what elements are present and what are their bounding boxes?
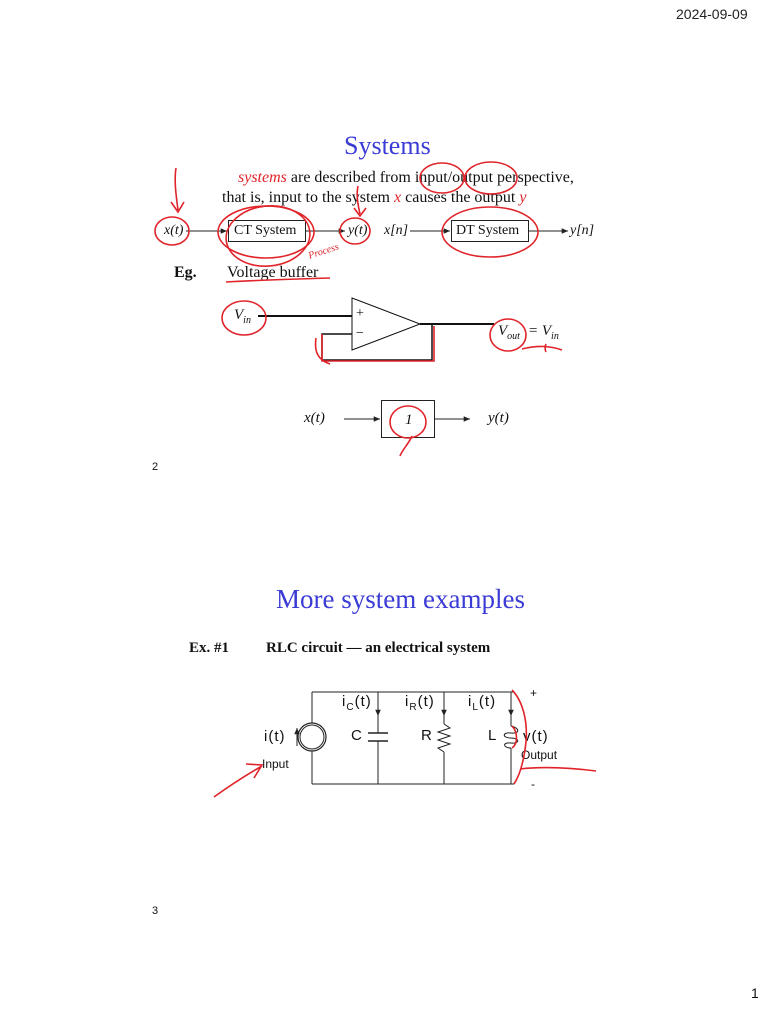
- source-current-label: i(t): [264, 728, 286, 745]
- il-label: $i_L(t)$: [468, 693, 497, 713]
- input-arrow-annotation: [214, 764, 262, 797]
- example-title: RLC circuit — an electrical system: [266, 640, 491, 656]
- ct-output-label: y(t): [348, 223, 368, 238]
- minus-terminal: -: [531, 777, 535, 791]
- output-label: Output: [521, 748, 558, 762]
- inductor-label: L: [488, 727, 497, 744]
- example-label: Eg.: [174, 264, 197, 281]
- input-symbol: x: [394, 189, 402, 206]
- systems-word: systems: [238, 169, 287, 186]
- handwritten-process-note: Process: [307, 241, 341, 262]
- current-source-inner: [300, 725, 324, 749]
- ir-label: $i_R(t)$: [405, 693, 435, 713]
- dt-system-label: DT System: [456, 223, 520, 238]
- ic-label: $i_C(t)$: [342, 693, 372, 713]
- page-date: 2024-09-09: [676, 6, 748, 22]
- resistor-label: R: [421, 727, 432, 744]
- definition-text-2a: that is, input to the system: [222, 189, 394, 206]
- opamp-minus: −: [356, 326, 364, 341]
- definition-text-1: are described from input/output perspective,: [286, 169, 574, 186]
- output-bracket-annotation: [512, 690, 526, 784]
- example-title: Voltage buffer: [227, 264, 319, 281]
- resistor-zigzag: [438, 724, 450, 752]
- current-source-outer: [298, 723, 326, 751]
- vout-equals-vin: = $V_{in}$: [528, 323, 559, 342]
- vout-label: $V_{out}$: [498, 323, 520, 342]
- block-input-label: x(t): [304, 410, 325, 426]
- ct-input-label: x(t): [164, 223, 184, 238]
- output-symbol: y: [519, 189, 527, 206]
- plus-terminal: +: [530, 686, 538, 700]
- slide-number: 2: [152, 461, 159, 473]
- inductor-highlight: [512, 726, 517, 748]
- dt-input-label: x[n]: [384, 223, 409, 238]
- slide-number: 3: [152, 905, 159, 917]
- voltage-label: v(t): [523, 728, 549, 745]
- example-label: Ex. #1: [189, 640, 230, 656]
- capacitor-label: C: [351, 727, 362, 744]
- definition-text-2b: causes the output: [401, 189, 520, 206]
- red-ink-annotations: [214, 690, 596, 797]
- ct-system-label: CT System: [234, 223, 297, 238]
- page-number: 1: [751, 985, 759, 1001]
- block-gain-label: 1: [405, 412, 413, 428]
- input-label: Input: [262, 757, 289, 771]
- opamp-plus: +: [356, 306, 364, 321]
- slide-title: Systems: [344, 131, 431, 160]
- output-underline: [520, 768, 596, 771]
- block-output-label: y(t): [488, 410, 509, 426]
- dt-output-label: y[n]: [570, 223, 595, 238]
- vin-label: $V_{in}$: [234, 307, 251, 326]
- slide-title: More system examples: [276, 584, 525, 614]
